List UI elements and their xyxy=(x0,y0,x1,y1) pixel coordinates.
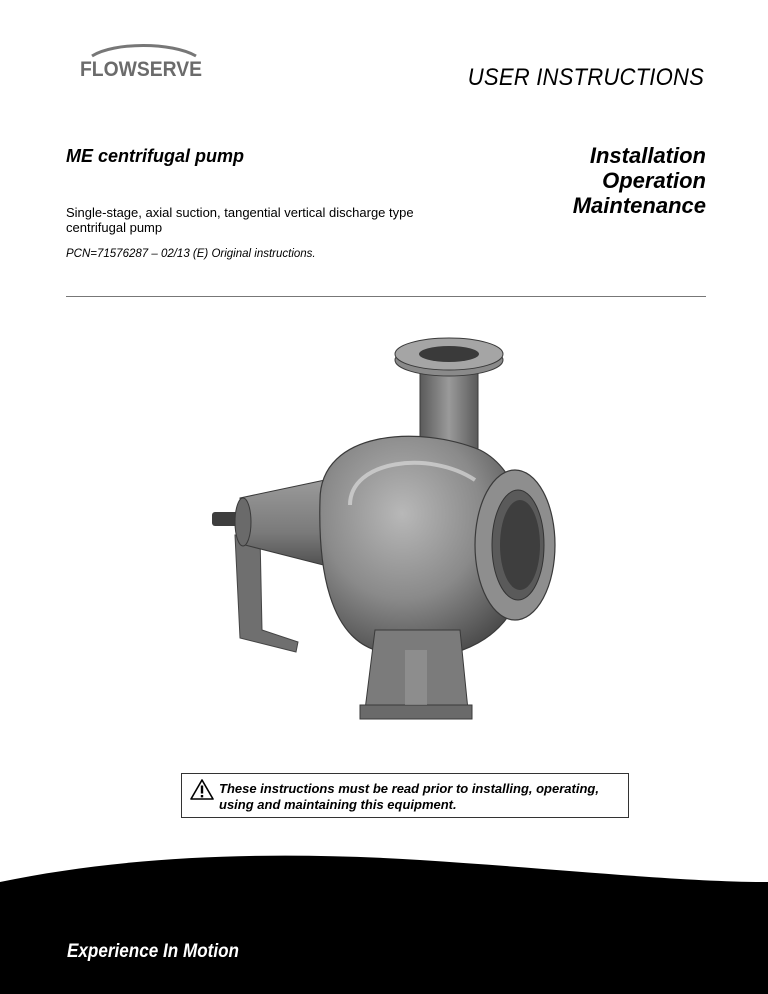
pump-photo xyxy=(200,330,580,730)
warning-text: These instructions must be read prior to installing, operating, using and maintaining this equipment. xyxy=(219,781,599,812)
sections-list xyxy=(573,143,706,218)
logo-wordmark: FLOWSERVE xyxy=(80,58,202,81)
footer-band xyxy=(0,852,768,994)
footer-slogan: Experience In Motion xyxy=(67,941,239,962)
warning-notice xyxy=(181,773,629,818)
divider xyxy=(66,296,706,297)
flowserve-logo xyxy=(80,40,206,82)
product-title: ME centrifugal pump xyxy=(66,146,245,166)
product-description: Single-stage, axial suction, tangential vertical discharge type centrifugal pump xyxy=(66,205,414,235)
warning-triangle-icon xyxy=(190,779,214,805)
section-maintenance: Maintenance xyxy=(572,193,706,218)
section-installation: Installation xyxy=(589,143,706,168)
section-operation: Operation xyxy=(602,168,706,193)
pcn-reference: PCN=71576287 – 02/13 (E) Original instructions. xyxy=(66,248,316,260)
document-type-title: USER INSTRUCTIONS xyxy=(467,64,704,91)
